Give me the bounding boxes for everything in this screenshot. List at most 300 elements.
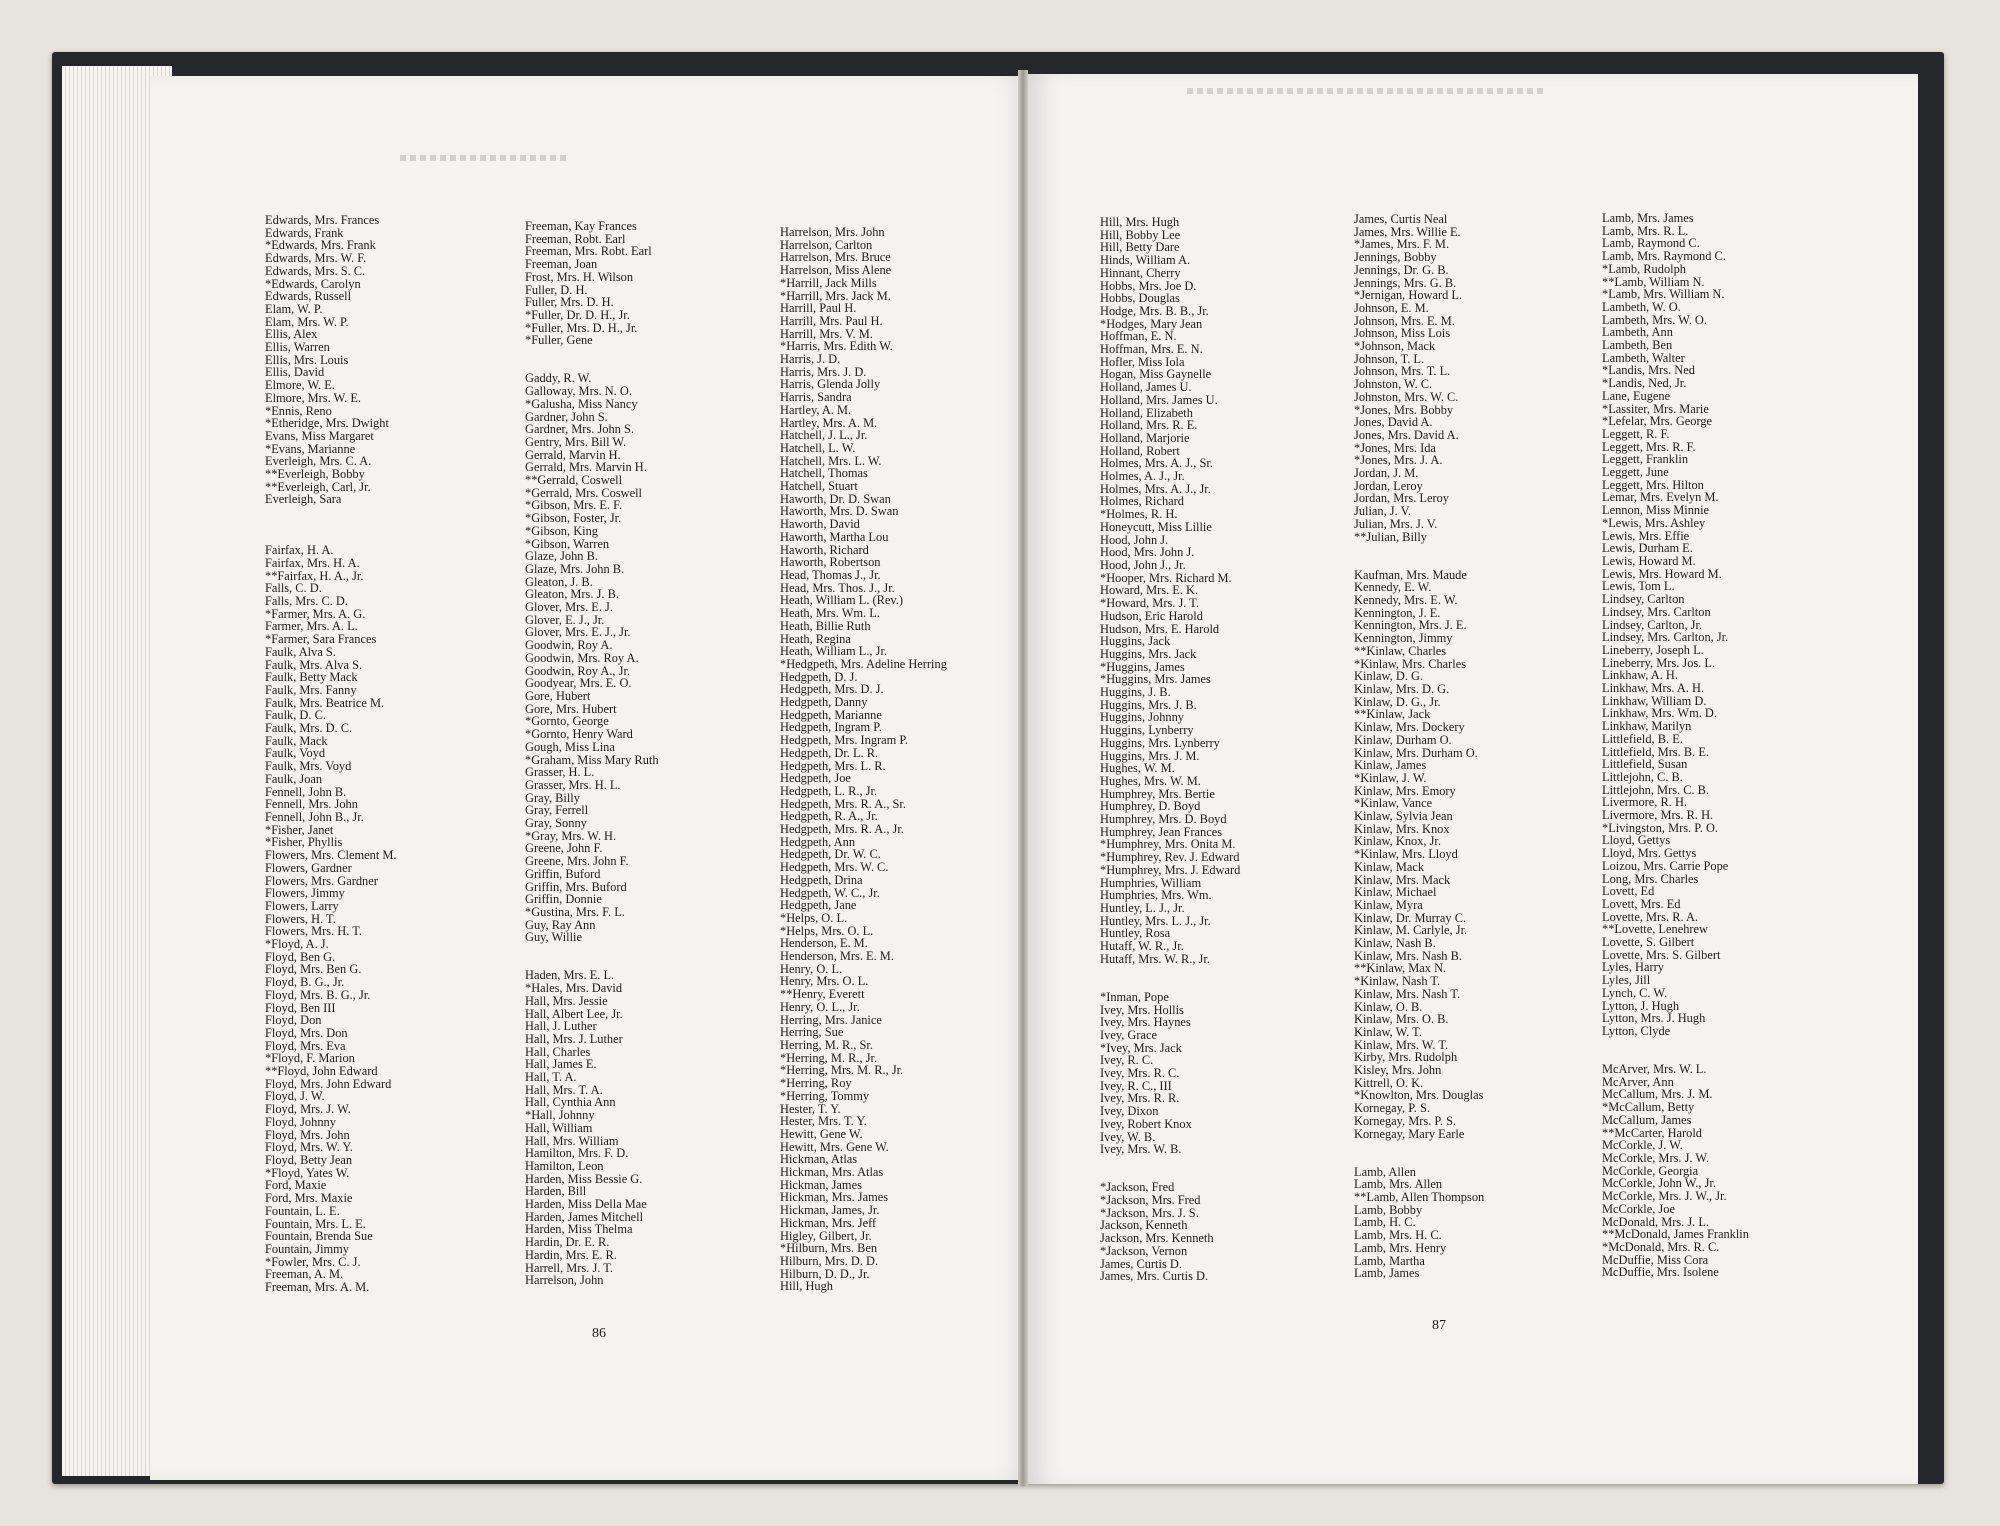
- directory-entry: Huggins, J. B.: [1100, 685, 1171, 700]
- directory-entry: *Jernigan, Howard L.: [1354, 288, 1463, 303]
- directory-entry: Hedgpeth, Dr. W. C.: [780, 847, 881, 862]
- directory-entry: **Kinlaw, Charles: [1354, 643, 1447, 658]
- directory-entry: *Huggins, James: [1100, 659, 1185, 674]
- directory-entry: Gough, Miss Lina: [525, 739, 615, 754]
- directory-entry: Gentry, Mrs. Bill W.: [525, 434, 627, 449]
- directory-entry: Hedgpeth, R. A., Jr.: [780, 809, 878, 824]
- directory-entry: Leggett, Franklin: [1602, 452, 1689, 467]
- directory-entry: Kinlaw, Dr. Murray C.: [1354, 910, 1467, 925]
- directory-entry: Goodyear, Mrs. E. O.: [525, 676, 632, 691]
- directory-entry: Lamb, Mrs. Allen: [1354, 1177, 1443, 1192]
- directory-entry: Hedgpeth, W. C., Jr.: [780, 885, 880, 900]
- directory-entry: Hudson, Mrs. E. Harold: [1100, 621, 1220, 636]
- directory-entry: *Ivey, Mrs. Jack: [1100, 1040, 1182, 1055]
- directory-entry: Hamilton, Mrs. F. D.: [525, 1146, 629, 1161]
- directory-entry: *Gornto, Henry Ward: [525, 727, 633, 742]
- directory-entry: Hedgpeth, Jane: [780, 898, 857, 913]
- section-gap: [1100, 978, 1240, 991]
- directory-entry: Hilburn, D. D., Jr.: [780, 1266, 870, 1281]
- directory-entry: Ivey, Mrs. Hollis: [1100, 1002, 1184, 1017]
- directory-entry: Hartley, A. M.: [780, 402, 852, 417]
- directory-entry: *Kinlaw, J. W.: [1354, 770, 1427, 785]
- directory-entry: Ivey, W. B.: [1100, 1129, 1156, 1144]
- directory-entry: Holland, Mrs. R. E.: [1100, 418, 1198, 433]
- directory-entry: Freeman, A. M.: [265, 1267, 344, 1282]
- directory-entry: Huntley, L. J., Jr.: [1100, 900, 1185, 915]
- directory-entry: Lamb, Mrs. Henry: [1354, 1240, 1447, 1255]
- directory-entry: Lytton, Mrs. J. Hugh: [1602, 1011, 1706, 1026]
- directory-entry: Kinlaw, Mrs. W. T.: [1354, 1037, 1449, 1052]
- directory-entry: *Inman, Pope: [1100, 989, 1169, 1004]
- directory-entry: *Hilburn, Mrs. Ben: [780, 1241, 878, 1256]
- directory-entry: Huggins, Johnny: [1100, 710, 1184, 725]
- section-gap: [265, 519, 396, 532]
- directory-entry: Freeman, Mrs. A. M.: [265, 1280, 370, 1295]
- directory-entry: Huggins, Jack: [1100, 634, 1171, 649]
- directory-entry: Lindsey, Carlton, Jr.: [1602, 617, 1703, 632]
- directory-entry: Fennell, John B., Jr.: [265, 810, 364, 824]
- directory-entry: **Henry, Everett: [780, 987, 865, 1002]
- directory-entry: *Johnson, Mack: [1354, 339, 1436, 354]
- directory-entry: Hickman, Mrs. James: [780, 1190, 889, 1205]
- directory-entry: Kinlaw, Mrs. Nash B.: [1354, 948, 1462, 963]
- directory-entry: Holland, James U.: [1100, 380, 1192, 395]
- directory-entry: Lovette, Mrs. S. Gilbert: [1602, 947, 1721, 962]
- directory-entry: Huggins, Mrs. Lynberry: [1100, 735, 1220, 750]
- directory-entry: Ellis, David: [265, 365, 325, 380]
- directory-entry: Lewis, Durham E.: [1602, 541, 1693, 556]
- directory-entry: Kornegay, P. S.: [1354, 1101, 1430, 1116]
- directory-entry: Kinlaw, W. T.: [1354, 1024, 1422, 1039]
- directory-entry: Haworth, Robertson: [780, 555, 881, 570]
- directory-entry: James, Mrs. Willie E.: [1354, 224, 1461, 239]
- directory-entry: Hester, T. Y.: [780, 1101, 841, 1116]
- directory-entry: Elam, W. P.: [265, 301, 323, 316]
- directory-entry: Holmes, Richard: [1100, 494, 1184, 509]
- directory-entry: Gleaton, Mrs. J. B.: [525, 587, 619, 602]
- directory-entry: Harrelson, Mrs. Bruce: [780, 250, 891, 265]
- directory-entry: Hedgpeth, Mrs. D. J.: [780, 682, 884, 697]
- directory-entry: Ivey, Dixon: [1100, 1104, 1159, 1119]
- directory-entry: Falls, C. D.: [265, 581, 322, 596]
- directory-entry: Floyd, Don: [265, 1013, 322, 1028]
- directory-entry: Floyd, Betty Jean: [265, 1152, 353, 1167]
- directory-entry: Hickman, James: [780, 1177, 862, 1192]
- directory-entry: Haworth, Richard: [780, 542, 869, 557]
- directory-entry: Lambeth, Walter: [1602, 350, 1685, 365]
- directory-entry: *Huggins, Mrs. James: [1100, 672, 1211, 687]
- directory-entry: Jackson, Kenneth: [1100, 1218, 1188, 1233]
- directory-entry: Freeman, Robt. Earl: [525, 231, 626, 246]
- directory-entry: James, Mrs. Curtis D.: [1100, 1269, 1209, 1284]
- directory-entry: Freeman, Kay Frances: [525, 219, 637, 233]
- directory-entry: Kinlaw, James: [1354, 758, 1427, 773]
- directory-entry: *Harrill, Mrs. Jack M.: [780, 288, 891, 303]
- directory-entry: Lyles, Harry: [1602, 960, 1664, 975]
- directory-entry: Harden, Bill: [525, 1184, 587, 1199]
- directory-entry: McArver, Mrs. W. L.: [1602, 1062, 1707, 1077]
- directory-entry: Fennell, Mrs. John: [265, 797, 358, 812]
- directory-entry: *Gray, Mrs. W. H.: [525, 828, 617, 843]
- directory-entry: *Humphrey, Rev. J. Edward: [1100, 850, 1240, 865]
- directory-entry: *Jackson, Vernon: [1100, 1243, 1188, 1258]
- directory-entry: Lovette, S. Gilbert: [1602, 935, 1695, 950]
- directory-entry: *Fuller, Gene: [525, 333, 593, 348]
- directory-entry: Lyles, Jill: [1602, 973, 1651, 988]
- directory-entry: Gore, Mrs. Hubert: [525, 701, 617, 716]
- directory-entry: Hardin, Mrs. E. R.: [525, 1247, 617, 1262]
- directory-entry: Holmes, Mrs. A. J., Sr.: [1100, 456, 1213, 471]
- directory-entry: Harrelson, Mrs. John: [780, 225, 885, 239]
- directory-entry: *Etheridge, Mrs. Dwight: [265, 416, 389, 431]
- directory-entry: Fuller, Mrs. D. H.: [525, 295, 614, 310]
- directory-entry: Floyd, B. G., Jr.: [265, 975, 345, 990]
- directory-entry: **Everleigh, Carl, Jr.: [265, 479, 371, 494]
- directory-entry: Lamb, Mrs. R. L.: [1602, 223, 1689, 238]
- directory-entry: Kirby, Mrs. Rudolph: [1354, 1050, 1458, 1065]
- directory-entry: Glover, E. J., Jr.: [525, 612, 605, 627]
- directory-entry: Lamb, Mrs. Raymond C.: [1602, 249, 1726, 264]
- directory-entry: Gardner, John S.: [525, 409, 608, 424]
- directory-entry: Fountain, Mrs. L. E.: [265, 1216, 366, 1231]
- directory-entry: Lytton, Clyde: [1602, 1024, 1671, 1038]
- directory-entry: Jones, David A.: [1354, 415, 1433, 430]
- directory-entry: *Harrill, Jack Mills: [780, 275, 877, 290]
- section-gap: [1100, 965, 1240, 978]
- directory-entry: Flowers, Jimmy: [265, 886, 345, 901]
- bleed-through-marks: [1187, 88, 1547, 94]
- directory-entry: Lovette, Mrs. R. A.: [1602, 909, 1699, 924]
- directory-entry: Lindsey, Mrs. Carlton, Jr.: [1602, 630, 1729, 645]
- directory-entry: Heath, William L. (Rev.): [780, 593, 904, 608]
- directory-entry: Kinlaw, Mrs. Dockery: [1354, 720, 1465, 735]
- name-column: [265, 214, 396, 1294]
- directory-entry: Jackson, Mrs. Kenneth: [1100, 1231, 1214, 1246]
- directory-entry: **Lamb, William N.: [1602, 274, 1705, 289]
- directory-entry: *Harris, Mrs. Edith W.: [780, 339, 893, 354]
- directory-entry: Floyd, Mrs. Don: [265, 1025, 348, 1040]
- directory-entry: Hickman, Atlas: [780, 1152, 858, 1167]
- directory-entry: Harden, James Mitchell: [525, 1209, 644, 1224]
- directory-entry: *Hall, Johnny: [525, 1108, 595, 1123]
- directory-entry: Fairfax, Mrs. H. A.: [265, 555, 360, 570]
- directory-entry: Lineberry, Mrs. Jos. L.: [1602, 655, 1716, 670]
- directory-entry: Grasser, H. L.: [525, 765, 595, 780]
- section-gap: [525, 944, 659, 957]
- directory-entry: Heath, Billie Ruth: [780, 618, 871, 633]
- name-column: [1354, 213, 1484, 1280]
- directory-entry: *Knowlton, Mrs. Douglas: [1354, 1088, 1484, 1103]
- directory-entry: Jordan, J. M.: [1354, 466, 1419, 481]
- directory-entry: Hood, John J.: [1100, 532, 1169, 547]
- directory-entry: Floyd, Mrs. John: [265, 1127, 350, 1142]
- directory-entry: Harris, Sandra: [780, 390, 852, 405]
- directory-entry: McCorkle, J. W.: [1602, 1138, 1683, 1153]
- directory-entry: Hatchell, Thomas: [780, 466, 868, 481]
- directory-entry: Hatchell, J. L., Jr.: [780, 428, 868, 443]
- directory-entry: Honeycutt, Miss Lillie: [1100, 519, 1212, 534]
- directory-entry: Kinlaw, Sylvia Jean: [1354, 809, 1453, 824]
- directory-entry: Littlefield, B. E.: [1602, 731, 1683, 746]
- directory-entry: Harden, Miss Thelma: [525, 1222, 633, 1237]
- directory-entry: Faulk, Mrs. Alva S.: [265, 657, 363, 672]
- directory-entry: Kennington, Mrs. J. E.: [1354, 618, 1467, 633]
- directory-entry: Julian, J. V.: [1354, 504, 1412, 519]
- directory-entry: *Hooper, Mrs. Richard M.: [1100, 570, 1232, 585]
- directory-entry: Humphries, Mrs. Wm.: [1100, 888, 1212, 903]
- directory-entry: Griffin, Mrs. Buford: [525, 879, 627, 894]
- directory-entry: Kennington, Jimmy: [1354, 631, 1453, 646]
- directory-entry: **Fairfax, H. A., Jr.: [265, 568, 364, 583]
- directory-entry: Lytton, J. Hugh: [1602, 998, 1680, 1013]
- directory-entry: *Howard, Mrs. J. T.: [1100, 596, 1200, 611]
- directory-entry: Livermore, R. H.: [1602, 795, 1687, 810]
- directory-entry: *Gustina, Mrs. F. L.: [525, 904, 625, 919]
- directory-entry: Littlefield, Mrs. B. E.: [1602, 744, 1710, 759]
- directory-entry: Long, Mrs. Charles: [1602, 871, 1699, 886]
- directory-entry: Faulk, Mack: [265, 733, 328, 748]
- directory-entry: Glover, Mrs. E. J., Jr.: [525, 625, 631, 640]
- directory-entry: Harden, Miss Della Mae: [525, 1197, 647, 1212]
- directory-entry: Galloway, Mrs. N. O.: [525, 384, 632, 399]
- directory-entry: *Edwards, Mrs. Frank: [265, 238, 376, 253]
- directory-entry: McCorkle, Mrs. J. W.: [1602, 1151, 1710, 1165]
- directory-entry: McDuffie, Mrs. Isolene: [1602, 1265, 1719, 1280]
- directory-entry: Kinlaw, D. G., Jr.: [1354, 694, 1441, 709]
- directory-entry: Gardner, Mrs. John S.: [525, 422, 634, 437]
- directory-entry: *Jackson, Fred: [1100, 1180, 1175, 1195]
- directory-entry: *Farmer, Mrs. A. G.: [265, 606, 366, 621]
- directory-entry: Hughes, Mrs. W. M.: [1100, 773, 1201, 788]
- directory-entry: Holland, Robert: [1100, 443, 1180, 458]
- directory-entry: Hedgpeth, Marianne: [780, 707, 882, 722]
- directory-entry: Haworth, Martha Lou: [780, 529, 889, 544]
- directory-entry: Leggett, Mrs. Hilton: [1602, 477, 1704, 492]
- directory-entry: Frost, Mrs. H. Wilson: [525, 269, 634, 284]
- directory-entry: *Hodges, Mary Jean: [1100, 316, 1203, 331]
- directory-entry: Flowers, Gardner: [265, 860, 352, 875]
- directory-entry: *Floyd, F. Marion: [265, 1051, 355, 1066]
- directory-entry: Hewitt, Gene W.: [780, 1126, 863, 1141]
- directory-entry: Hickman, Mrs. Atlas: [780, 1165, 884, 1180]
- directory-entry: Hickman, James, Jr.: [780, 1203, 880, 1218]
- directory-entry: **Everleigh, Bobby: [265, 467, 365, 482]
- directory-entry: Hartley, Mrs. A. M.: [780, 415, 878, 430]
- directory-entry: Holmes, A. J., Jr.: [1100, 469, 1185, 484]
- directory-entry: Heath, Mrs. Wm. L.: [780, 606, 880, 621]
- directory-entry: Faulk, Mrs. Fanny: [265, 682, 357, 697]
- directory-entry: Fountain, L. E.: [265, 1203, 340, 1218]
- directory-entry: Faulk, Betty Mack: [265, 670, 358, 685]
- directory-entry: Hewitt, Mrs. Gene W.: [780, 1139, 889, 1154]
- directory-entry: *Jackson, Mrs. J. S.: [1100, 1205, 1199, 1220]
- directory-entry: Everleigh, Mrs. C. A.: [265, 454, 372, 469]
- directory-entry: Lewis, Mrs. Howard M.: [1602, 566, 1722, 581]
- directory-entry: Hedgpeth, Ingram P.: [780, 720, 882, 735]
- directory-entry: Humphrey, Mrs. Bertie: [1100, 786, 1215, 801]
- directory-entry: Henderson, E. M.: [780, 936, 868, 951]
- directory-entry: McCorkle, Georgia: [1602, 1163, 1699, 1178]
- directory-entry: *Helps, O. L.: [780, 910, 848, 925]
- directory-entry: Gaddy, R. W.: [525, 371, 592, 386]
- directory-entry: Lloyd, Gettys: [1602, 833, 1671, 848]
- directory-entry: Jennings, Bobby: [1354, 250, 1437, 265]
- directory-entry: Lindsey, Carlton: [1602, 592, 1685, 607]
- directory-entry: Hill, Mrs. Hugh: [1100, 215, 1180, 229]
- directory-entry: Hoffman, Mrs. E. N.: [1100, 342, 1203, 357]
- directory-entry: Huggins, Lynberry: [1100, 723, 1194, 738]
- directory-entry: Hutaff, Mrs. W. R., Jr.: [1100, 951, 1210, 966]
- directory-entry: Gerrald, Marvin H.: [525, 447, 621, 462]
- directory-entry: Hilburn, Mrs. D. D.: [780, 1253, 879, 1268]
- directory-entry: *Jackson, Mrs. Fred: [1100, 1193, 1201, 1208]
- directory-entry: Floyd, Mrs. John Edward: [265, 1076, 392, 1091]
- directory-entry: Gleaton, J. B.: [525, 574, 593, 589]
- directory-entry: McCallum, James: [1602, 1112, 1692, 1127]
- directory-entry: Freeman, Mrs. Robt. Earl: [525, 244, 652, 259]
- directory-entry: Littlejohn, Mrs. C. B.: [1602, 782, 1710, 797]
- directory-entry: Hood, John J., Jr.: [1100, 557, 1186, 572]
- directory-entry: Ellis, Warren: [265, 340, 330, 355]
- directory-entry: Lamb, Mrs. H. C.: [1354, 1228, 1442, 1243]
- directory-entry: Lamb, Raymond C.: [1602, 236, 1700, 251]
- directory-entry: Kittrell, O. K.: [1354, 1075, 1424, 1090]
- directory-entry: Jones, Mrs. David A.: [1354, 427, 1459, 442]
- directory-entry: Hedgpeth, Mrs. L. R.: [780, 758, 886, 773]
- directory-entry: *Kinlaw, Nash T.: [1354, 974, 1441, 989]
- directory-entry: McCallum, Mrs. J. M.: [1602, 1087, 1713, 1102]
- directory-entry: Ivey, Mrs. Haynes: [1100, 1015, 1191, 1030]
- directory-entry: Floyd, J. W.: [265, 1089, 325, 1104]
- directory-entry: Harris, Mrs. J. D.: [780, 364, 867, 379]
- directory-entry: Faulk, Mrs. Voyd: [265, 759, 352, 774]
- directory-entry: Ellis, Alex: [265, 327, 318, 342]
- directory-entry: Kinlaw, Mrs. Emory: [1354, 783, 1456, 798]
- directory-entry: Lambeth, Ben: [1602, 338, 1673, 353]
- directory-entry: Kennedy, E. W.: [1354, 580, 1432, 595]
- directory-entry: Lamb, James: [1354, 1266, 1420, 1281]
- directory-entry: Herring, M. R., Sr.: [780, 1038, 873, 1052]
- directory-entry: Hedgpeth, Joe: [780, 771, 851, 786]
- directory-entry: Lambeth, Ann: [1602, 325, 1673, 340]
- directory-entry: Kinlaw, Mrs. O. B.: [1354, 1012, 1449, 1027]
- directory-entry: *Fuller, Dr. D. H., Jr.: [525, 307, 630, 322]
- directory-entry: Haworth, Mrs. D. Swan: [780, 504, 899, 519]
- directory-entry: **Lovette, Lenehrew: [1602, 922, 1708, 937]
- directory-entry: Goodwin, Roy A.: [525, 638, 613, 653]
- directory-entry: Littlejohn, C. B.: [1602, 769, 1683, 784]
- bleed-through-marks: [400, 155, 570, 161]
- directory-entry: Herring, Sue: [780, 1025, 844, 1040]
- directory-entry: Hedgpeth, Mrs. W. C.: [780, 860, 889, 875]
- directory-entry: Lovett, Ed: [1602, 884, 1655, 899]
- directory-entry: Lewis, Howard M.: [1602, 553, 1696, 568]
- directory-entry: Kennedy, Mrs. E. W.: [1354, 593, 1458, 608]
- directory-entry: **McDonald, James Franklin: [1602, 1227, 1749, 1242]
- directory-entry: Harris, Glenda Jolly: [780, 377, 881, 392]
- directory-entry: Kinlaw, Mack: [1354, 859, 1425, 874]
- directory-entry: Gore, Hubert: [525, 688, 591, 703]
- directory-entry: Huntley, Rosa: [1100, 926, 1171, 941]
- section-gap: [265, 506, 396, 519]
- directory-entry: *Ennis, Reno: [265, 403, 332, 418]
- directory-entry: Hamilton, Leon: [525, 1158, 604, 1173]
- directory-entry: Gray, Billy: [525, 790, 580, 805]
- section-gap: [1354, 543, 1484, 556]
- directory-entry: Kinlaw, Nash B.: [1354, 936, 1436, 951]
- directory-entry: Hall, J. Luther: [525, 1019, 597, 1034]
- directory-entry: Goodwin, Mrs. Roy A.: [525, 650, 639, 665]
- directory-entry: *Holmes, R. H.: [1100, 507, 1178, 522]
- directory-entry: Hickman, Mrs. Jeff: [780, 1215, 877, 1230]
- directory-entry: *Humphrey, Mrs. J. Edward: [1100, 862, 1241, 877]
- directory-entry: Holland, Elizabeth: [1100, 405, 1193, 420]
- directory-entry: Faulk, Voyd: [265, 746, 326, 761]
- directory-entry: *Lewis, Mrs. Ashley: [1602, 515, 1706, 530]
- directory-entry: Hudson, Eric Harold: [1100, 608, 1203, 623]
- directory-entry: *Edwards, Carolyn: [265, 276, 361, 291]
- directory-entry: Kinlaw, Myra: [1354, 897, 1423, 912]
- directory-entry: Flowers, Mrs. H. T.: [265, 924, 362, 939]
- directory-entry: Griffin, Donnie: [525, 892, 602, 907]
- directory-entry: Kinlaw, Michael: [1354, 885, 1437, 900]
- directory-entry: Ivey, Mrs. R. C.: [1100, 1066, 1180, 1081]
- directory-entry: Lewis, Mrs. Effie: [1602, 528, 1690, 543]
- directory-entry: Elmore, W. E.: [265, 378, 335, 393]
- directory-entry: Floyd, Mrs. J. W.: [265, 1102, 351, 1117]
- directory-entry: *Farmer, Sara Frances: [265, 632, 377, 647]
- page-number: 87: [1432, 1318, 1446, 1333]
- directory-entry: Linkhaw, William D.: [1602, 693, 1707, 708]
- directory-entry: *Gibson, Mrs. E. F.: [525, 498, 623, 513]
- directory-entry: Hall, Mrs. Jessie: [525, 993, 608, 1008]
- directory-entry: *James, Mrs. F. M.: [1354, 237, 1450, 252]
- directory-entry: Hall, James E.: [525, 1057, 597, 1072]
- directory-entry: Faulk, Alva S.: [265, 644, 336, 659]
- directory-entry: Ivey, Mrs. W. B.: [1100, 1142, 1182, 1157]
- directory-entry: Ivey, R. C., III: [1100, 1078, 1172, 1093]
- directory-entry: Hester, Mrs. T. Y.: [780, 1114, 867, 1129]
- directory-entry: Lamb, Martha: [1354, 1253, 1425, 1268]
- directory-entry: Huggins, Mrs. J. M.: [1100, 748, 1200, 763]
- directory-entry: Lloyd, Mrs. Gettys: [1602, 846, 1697, 861]
- directory-entry: **Floyd, John Edward: [265, 1064, 378, 1079]
- directory-entry: Head, Thomas J., Jr.: [780, 567, 881, 582]
- directory-entry: Edwards, Mrs. W. F.: [265, 251, 367, 266]
- directory-entry: Hall, T. A.: [525, 1070, 577, 1085]
- directory-entry: Lineberry, Joseph L.: [1602, 642, 1704, 657]
- directory-entry: *Graham, Miss Mary Ruth: [525, 752, 659, 767]
- directory-entry: Floyd, Ben III: [265, 1000, 336, 1015]
- directory-entry: Lambeth, W. O.: [1602, 299, 1681, 314]
- directory-entry: Hinds, William A.: [1100, 253, 1191, 268]
- directory-entry: Ivey, Grace: [1100, 1027, 1157, 1042]
- directory-entry: Hall, Cynthia Ann: [525, 1095, 616, 1110]
- directory-entry: Johnson, Miss Lois: [1354, 326, 1451, 341]
- directory-entry: Faulk, Mrs. Beatrice M.: [265, 695, 385, 710]
- directory-entry: Grasser, Mrs. H. L.: [525, 777, 621, 792]
- directory-entry: Harrill, Mrs. Paul H.: [780, 313, 883, 328]
- directory-entry: *Herring, Tommy: [780, 1088, 870, 1103]
- directory-entry: Hoffman, E. N.: [1100, 329, 1177, 344]
- directory-entry: Leggett, R. F.: [1602, 426, 1670, 441]
- directory-entry: Linkhaw, Mrs. A. H.: [1602, 681, 1705, 696]
- directory-entry: Jordan, Leroy: [1354, 478, 1423, 493]
- directory-entry: McCorkle, Joe: [1602, 1201, 1675, 1216]
- directory-entry: *Kinlaw, Mrs. Charles: [1354, 656, 1467, 671]
- directory-entry: Everleigh, Sara: [265, 492, 342, 507]
- directory-entry: Gray, Ferrell: [525, 803, 589, 818]
